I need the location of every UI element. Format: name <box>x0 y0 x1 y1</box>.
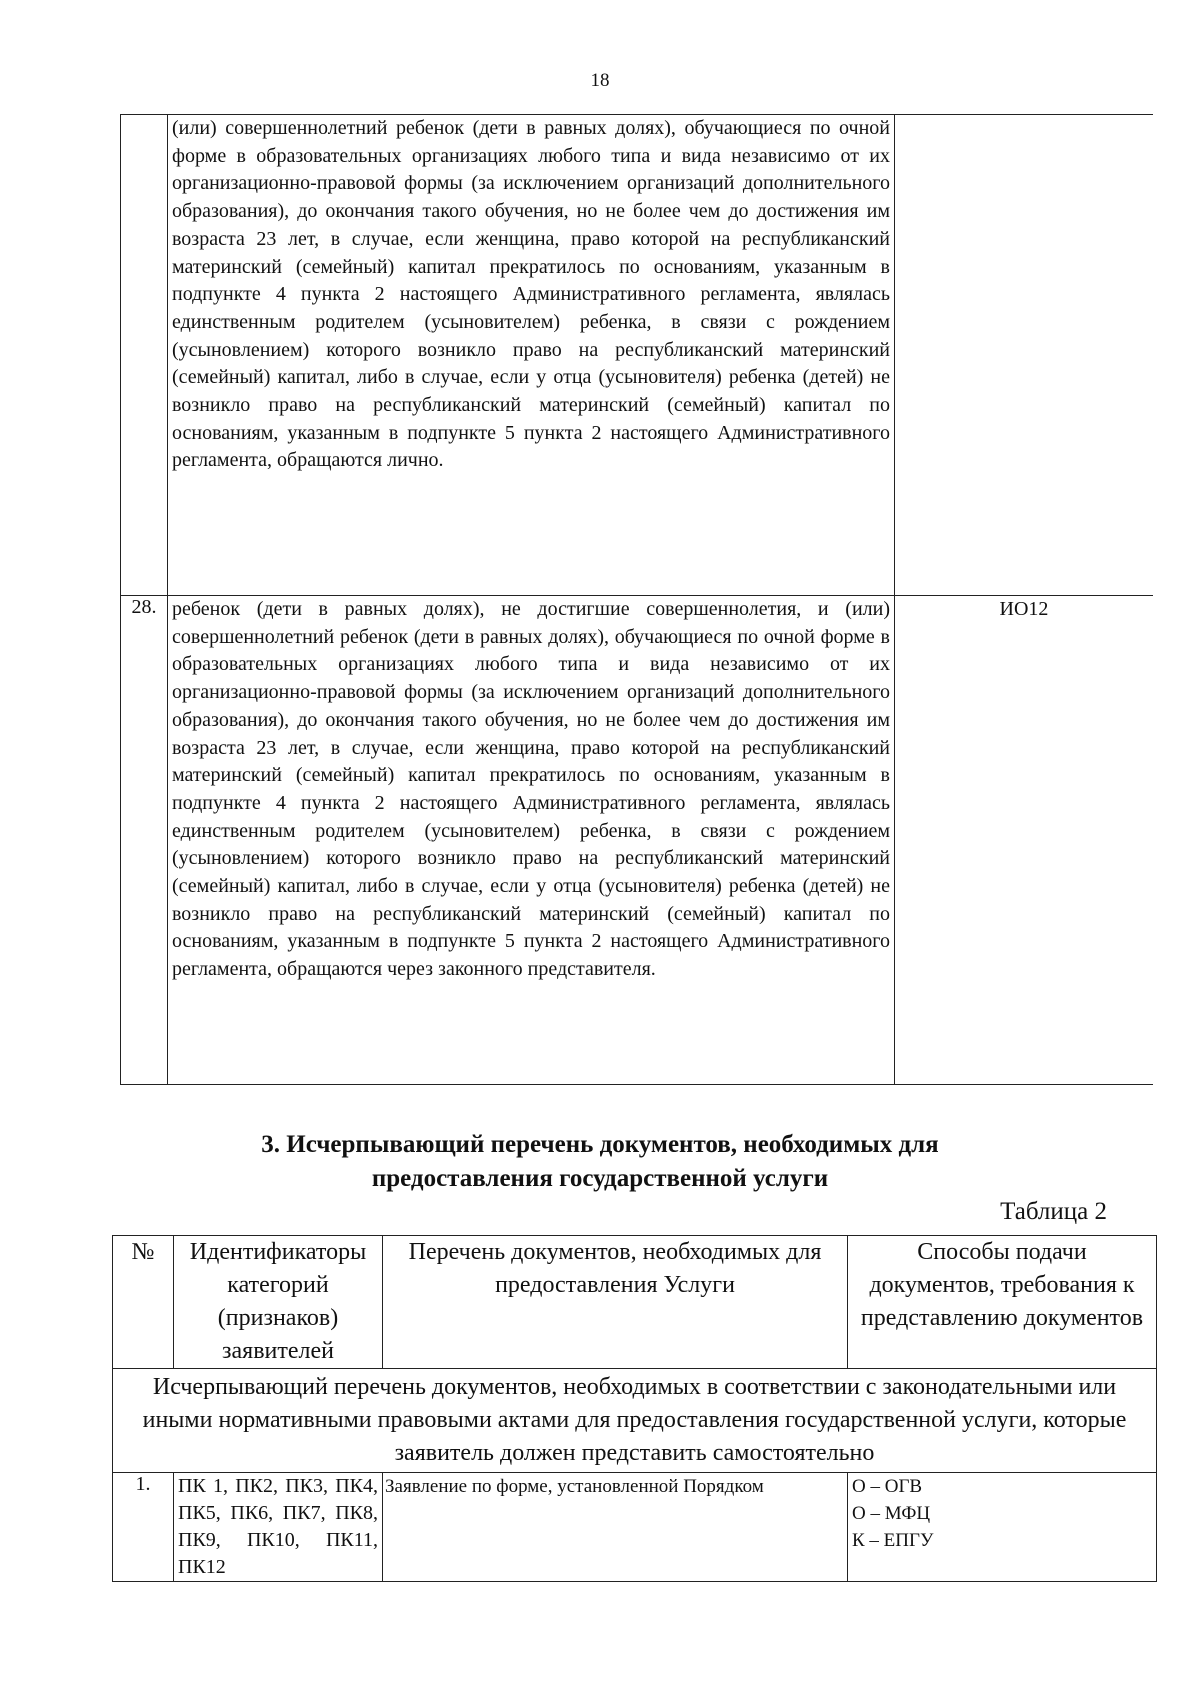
documents-table <box>112 1235 1157 1582</box>
section-title-line: 3. Исчерпывающий перечень документов, необходимых для <box>261 1131 939 1158</box>
span-row-text: Исчерпывающий перечень документов, необходимых в соответствии с законодательными или иными нормативными правовыми актами для предоставления государственной услуги, которые заявитель должен представить самостоятельно <box>113 1369 1157 1473</box>
section-title <box>160 1128 1040 1196</box>
row-number <box>121 115 168 596</box>
row-description: (или) совершеннолетний ребенок (дети в равных долях), обучающиеся по очной форме в образовательных организациях любого типа и вида независимо от их организационно-правовой формы (за исключением организаций дополнительного образования), до окончания такого обучения, но не более чем до достижения им возраста 23 лет, в случае, если женщина, право которой на республиканский материнский (семейный) капитал прекратилось по основаниям, указанным в подпункте 4 пункта 2 настоящего Административного регламента, являлась единственным родителем (усыновителем) ребенка, в связи с рождением (усыновлением) которого возникло право на республиканский материнский (семейный) капитал, либо в случае, если у отца (усыновителя) ребенка (детей) не возникло право на республиканский материнский (семейный) капитал по основаниям, указанным в подпункте 5 пункта 2 настоящего Административного регламента, обращаются лично. <box>168 115 895 596</box>
table-row <box>113 1473 1157 1582</box>
table-span-row <box>113 1369 1157 1473</box>
applicant-categories-table <box>120 114 1153 1085</box>
row-number: 28. <box>121 596 168 1085</box>
header-number: № <box>113 1236 174 1369</box>
page-number: 18 <box>590 70 610 91</box>
row-identifier <box>895 115 1154 596</box>
submission-method: К – ЕПГУ <box>852 1530 934 1551</box>
header-submission-methods: Способы подачи документов, требования к представлению документов <box>848 1236 1157 1369</box>
row-document: Заявление по форме, установленной Порядком <box>383 1473 848 1582</box>
submission-method: О – МФЦ <box>852 1503 931 1524</box>
row-description: ребенок (дети в равных долях), не достигшие совершеннолетия, и (или) совершеннолетний ребенок (дети в равных долях), обучающиеся по очной форме в образовательных организациях любого типа и вида независимо от их организационно-правовой формы (за исключением организаций дополнительного образования), до окончания такого обучения, но не более чем до достижения им возраста 23 лет, в случае, если женщина, право которой на республиканский материнский (семейный) капитал прекратилось по основаниям, указанным в подпункте 4 пункта 2 настоящего Административного регламента, являлась единственным родителем (усыновителем) ребенка, в связи с рождением (усыновлением) которого возникло право на республиканский материнский (семейный) капитал, либо в случае, если у отца (усыновителя) ребенка (детей) не возникло право на республиканский материнский (семейный) капитал по основаниям, указанным в подпункте 5 пункта 2 настоящего Административного регламента, обращаются через законного представителя. <box>168 596 895 1085</box>
table-row <box>121 115 1154 596</box>
row-identifier: ИО12 <box>895 596 1154 1085</box>
header-identifiers: Идентификаторы категорий (признаков) заявителей <box>174 1236 383 1369</box>
table-row <box>121 596 1154 1085</box>
row-submission-methods <box>848 1473 1157 1582</box>
header-documents: Перечень документов, необходимых для предоставления Услуги <box>383 1236 848 1369</box>
table-caption: Таблица 2 <box>1000 1198 1107 1225</box>
submission-method: О – ОГВ <box>852 1476 923 1497</box>
section-title-line: предоставления государственной услуги <box>371 1165 829 1192</box>
row-identifiers: ПК 1, ПК2, ПК3, ПК4, ПК5, ПК6, ПК7, ПК8, ПК9, ПК10, ПК11, ПК12 <box>174 1473 383 1582</box>
row-number: 1. <box>113 1473 174 1582</box>
table-header-row <box>113 1236 1157 1369</box>
